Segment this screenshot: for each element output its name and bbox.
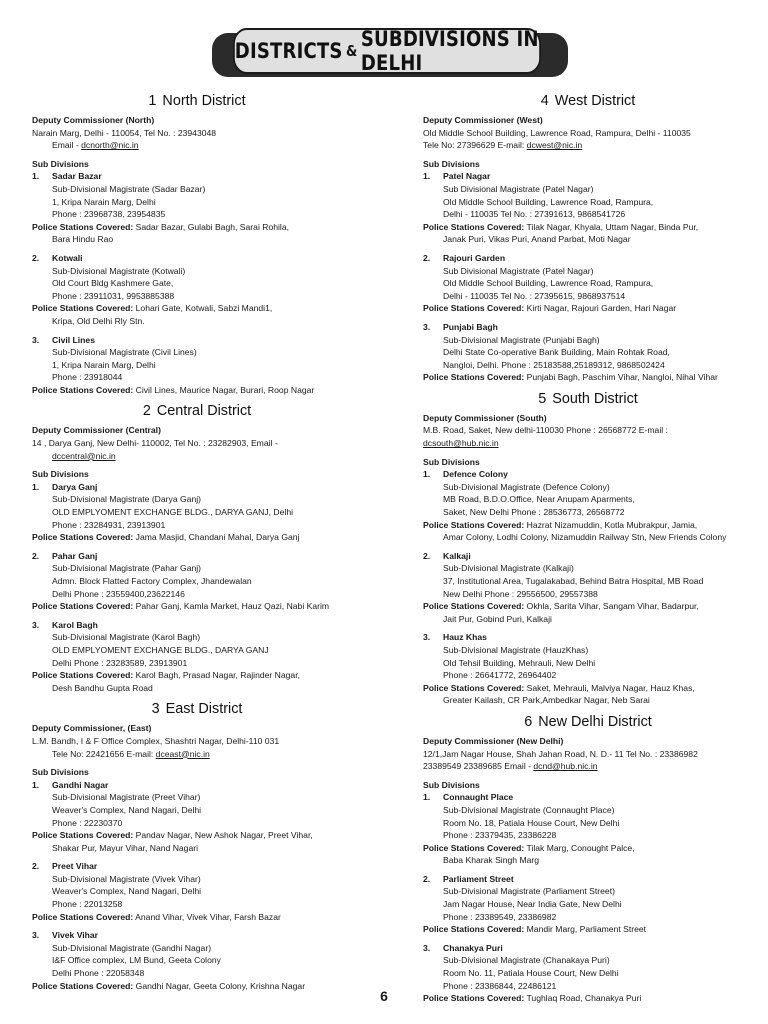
subdivision-number: 2. — [32, 252, 40, 263]
district-name: South District — [552, 390, 638, 407]
contact-line — [423, 424, 753, 437]
subdivision-number: 3. — [32, 619, 40, 630]
subdivision-item — [32, 779, 362, 855]
police-stations-continued: Jait Pur, Gobind Puri, Kalkaji — [443, 613, 552, 624]
police-stations-list: Tughlaq Road, Chanakya Puri — [526, 993, 642, 1004]
subdivision-title: Civil Lines — [52, 334, 95, 345]
subdivision-detail: Delhi Phone : 23559400,23622146 — [52, 588, 185, 599]
subdivision-detail: Old Tehsil Building, Mehrauli, New Delhi — [443, 657, 596, 668]
district-section — [32, 700, 362, 992]
subdivision-detail: Saket, New Delhi Phone : 28536773, 26568772 — [443, 507, 625, 518]
subdivision-detail: Old Middle School Building, Lawrence Road, Rampura, — [443, 278, 654, 289]
police-stations-label: Police Stations Covered: — [423, 519, 525, 530]
email-link[interactable]: dccentral@nic.in — [52, 450, 116, 461]
subdivision-detail: Sub-Divisional Magistrate (Civil Lines) — [52, 347, 197, 358]
contact-text: L.M. Bandh, I & F Office Complex, Shashtri Nagar, Delhi-110 031 — [32, 735, 280, 746]
police-stations-label: Police Stations Covered: — [32, 911, 134, 922]
police-stations-label: Police Stations Covered: — [32, 303, 134, 314]
deputy-commissioner-label: Deputy Commissioner (North) — [32, 115, 155, 125]
subdivision-title: Karol Bagh — [52, 619, 98, 630]
subdivision-title: Chanakya Puri — [443, 942, 503, 953]
subdivision-name — [32, 252, 362, 265]
subdivision-number: 3. — [32, 334, 40, 345]
subdivision-name — [423, 942, 753, 955]
subdivision-title: Parliament Street — [443, 873, 514, 884]
police-stations-label: Police Stations Covered: — [32, 221, 134, 232]
subdivision-number: 2. — [423, 252, 431, 263]
subdivision-detail: Sub-Divisional Magistrate (Parliament Street) — [443, 886, 615, 897]
subdivision-item — [423, 550, 753, 626]
subdivision-item — [423, 873, 753, 936]
contact-text: Email - — [52, 140, 82, 151]
district-number: 2 — [142, 403, 151, 420]
subdivision-item — [32, 481, 362, 544]
subdivision-detail: Phone : 22013258 — [52, 899, 123, 910]
district-number: 3 — [151, 701, 160, 718]
title-banner — [208, 28, 570, 78]
subdivision-detail: Sub-Divisional Magistrate (Darya Ganj) — [52, 494, 202, 505]
subdivision-item — [423, 170, 753, 246]
police-stations — [32, 302, 362, 315]
police-stations-list: Lohari Gate, Kotwali, Sabzi Mandi1, — [135, 303, 273, 314]
district-name: West District — [554, 93, 636, 109]
contact-line — [423, 139, 753, 152]
subdivision-detail: Delhi - 110035 Tel No. : 27395615, 9868937514 — [443, 290, 626, 301]
subdivision-name — [423, 873, 753, 886]
subdivision-name — [423, 252, 753, 265]
police-stations-label: Police Stations Covered: — [423, 993, 525, 1004]
contact-line — [423, 748, 753, 761]
subdivision-name — [423, 791, 753, 804]
district-number: 1 — [148, 93, 157, 109]
contact-text: Narain Marg, Delhi - 110054, Tel No. : 23943048 — [32, 127, 217, 138]
subdivision-number: 1. — [32, 779, 40, 790]
subdivision-detail: Sub Divisional Magistrate (Patel Nagar) — [443, 265, 594, 276]
police-stations-label: Police Stations Covered: — [32, 670, 134, 681]
subdivision-detail: OLD EMPLYOMENT EXCHANGE BLDG., DARYA GANJ, Delhi — [52, 507, 294, 518]
subdivision-name — [423, 321, 753, 334]
district-section — [32, 402, 362, 694]
subdivision-detail: Sub-Divisional Magistrate (Karol Bagh) — [52, 632, 201, 643]
police-stations — [423, 221, 753, 234]
police-stations-list: Okhla, Sarita Vihar, Sangam Vihar, Badarpur, — [526, 601, 699, 612]
police-stations-list: Sadar Bazar, Gulabi Bagh, Sarai Rohila, — [135, 221, 289, 232]
contact-line — [32, 127, 362, 140]
police-stations-label: Police Stations Covered: — [423, 303, 525, 314]
subdivision-detail: Sub-Divisional Magistrate (Kalkaji) — [443, 563, 574, 574]
police-stations — [423, 842, 753, 855]
police-stations-label: Police Stations Covered: — [423, 842, 525, 853]
subdivision-name — [423, 170, 753, 183]
subdivision-detail: Sub-Divisional Magistrate (Sadar Bazar) — [52, 183, 206, 194]
district-title — [423, 713, 753, 731]
district-section — [423, 713, 753, 1005]
police-stations-list: Tilak Nagar, Khyala, Uttam Nagar, Binda Pur, — [526, 221, 699, 232]
district-title — [32, 700, 362, 718]
subdivision-item — [423, 468, 753, 544]
email-link[interactable]: dcnd@hub.nic.in — [533, 761, 598, 772]
subdivision-detail: Phone : 23918044 — [52, 372, 123, 383]
subdivision-detail: Phone : 23284931, 23913901 — [52, 519, 166, 530]
subdivision-name — [32, 334, 362, 347]
police-stations-label: Police Stations Covered: — [423, 924, 525, 935]
police-stations — [423, 519, 753, 532]
page-title-ampersand: & — [346, 42, 358, 60]
deputy-commissioner-label: Deputy Commissioner (West) — [423, 115, 543, 125]
police-stations-list: Anand Vihar, Vivek Vihar, Farsh Bazar — [135, 911, 281, 922]
subdivision-item — [32, 334, 362, 397]
district-section — [423, 390, 753, 707]
police-stations-list: Karol Bagh, Prasad Nagar, Rajinder Nagar, — [135, 670, 300, 681]
subdivisions-heading: Sub Divisions — [32, 469, 89, 480]
contact-text: 23389549 23389685 Email - — [423, 761, 534, 772]
subdivision-item — [32, 619, 362, 695]
subdivision-detail: Phone : 22230370 — [52, 817, 123, 828]
police-stations-label: Police Stations Covered: — [32, 830, 134, 841]
contact-line — [423, 760, 753, 773]
district-number: 6 — [524, 713, 533, 730]
contact-line — [32, 450, 362, 463]
police-stations-continued: Amar Colony, Lodhi Colony, Nizamuddin Railway Stn, New Friends Colony — [443, 532, 727, 543]
police-stations — [423, 371, 753, 384]
district-number: 5 — [538, 390, 547, 407]
police-stations-continued: Baba Kharak Singh Marg — [443, 855, 540, 866]
district-title — [423, 390, 753, 408]
subdivision-number: 1. — [32, 171, 40, 182]
page-number: 6 — [380, 988, 388, 1004]
police-stations-list: Kirti Nagar, Rajouri Garden, Hari Nagar — [526, 303, 677, 314]
subdivision-detail: Phone : 23911031, 9953885388 — [52, 290, 175, 301]
district-section — [32, 92, 362, 396]
subdivision-detail: Sub-Divisional Magistrate (Pahar Ganj) — [52, 563, 202, 574]
subdivision-item — [32, 860, 362, 923]
subdivision-title: Gandhi Nagar — [52, 779, 109, 790]
subdivision-detail: Sub-Divisional Magistrate (Connaught Place) — [443, 804, 615, 815]
police-stations — [32, 600, 362, 613]
police-stations-list: Saket, Mehrauli, Malviya Nagar, Hauz Khas, — [526, 682, 695, 693]
subdivision-detail: Room No. 18, Patiala House Court, New Delhi — [443, 817, 620, 828]
page-title-part1: DISTRICTS — [234, 39, 343, 63]
police-stations-continued: Greater Kailash, CR Park,Ambedkar Nagar, Neb Sarai — [443, 695, 650, 706]
subdivision-detail: Delhi State Co-operative Bank Building, Main Rohtak Road, — [443, 347, 670, 358]
deputy-commissioner-label: Deputy Commissioner (New Delhi) — [423, 735, 564, 746]
right-column — [423, 90, 753, 1011]
district-title — [32, 402, 362, 420]
subdivision-number: 2. — [423, 550, 431, 561]
email-link[interactable]: dcnorth@nic.in — [81, 140, 139, 151]
subdivision-detail: Sub-Divisional Magistrate (Defence Colony) — [443, 481, 610, 492]
police-stations — [32, 384, 362, 397]
district-title — [32, 92, 362, 110]
subdivisions-heading: Sub Divisions — [423, 456, 480, 467]
subdivision-number: 2. — [32, 861, 40, 872]
police-stations — [423, 302, 753, 315]
subdivision-number: 1. — [32, 481, 40, 492]
subdivision-name — [32, 170, 362, 183]
subdivision-name — [423, 550, 753, 563]
police-stations-label: Police Stations Covered: — [423, 372, 525, 383]
police-stations-label: Police Stations Covered: — [32, 384, 134, 395]
subdivision-item — [32, 252, 362, 328]
subdivision-detail: Sub-Divisional Magistrate (Chanakaya Puri) — [443, 955, 610, 966]
contact-text: Tele No: 22421656 E-mail: — [52, 748, 156, 759]
subdivision-title: Hauz Khas — [443, 632, 487, 643]
police-stations-continued: Bara Hindu Rao — [52, 234, 114, 245]
subdivision-detail: Weaver's Complex, Nand Nagari, Delhi — [52, 886, 202, 897]
subdivision-detail: Delhi Phone : 22058348 — [52, 968, 145, 979]
subdivision-name — [423, 468, 753, 481]
subdivision-detail: 37, Institutional Area, Tugalakabad, Behind Batra Hospital, MB Road — [443, 576, 704, 586]
subdivision-title: Defence Colony — [443, 469, 508, 480]
subdivision-title: Patel Nagar — [443, 171, 491, 182]
district-section — [423, 92, 753, 384]
subdivision-name — [32, 619, 362, 632]
contact-text: Old Middle School Building, Lawrence Road, Rampura, Delhi - 110035 — [423, 127, 691, 138]
subdivision-detail: Nangloi, Delhi. Phone : 25183588,25189312, 9868502424 — [443, 359, 665, 370]
contact-line — [32, 139, 362, 152]
subdivision-detail: Sub-Divisional Magistrate (Gandhi Nagar) — [52, 942, 212, 953]
district-name: New Delhi District — [538, 713, 652, 730]
police-stations-label: Police Stations Covered: — [32, 601, 134, 612]
subdivision-detail: Phone : 26641772, 26964402 — [443, 670, 557, 681]
police-stations-label: Police Stations Covered: — [423, 221, 525, 232]
subdivisions-heading: Sub Divisions — [423, 158, 480, 169]
subdivision-item — [423, 791, 753, 867]
subdivision-item — [423, 631, 753, 707]
contact-line — [32, 748, 362, 761]
subdivision-detail: OLD EMPLYOMENT EXCHANGE BLDG., DARYA GANJ — [52, 644, 269, 655]
email-link[interactable]: dcwest@nic.in — [526, 140, 583, 151]
subdivision-detail: Phone : 23379435, 23386228 — [443, 830, 557, 841]
district-name: North District — [162, 93, 246, 109]
email-link[interactable]: dceast@nic.in — [155, 748, 210, 759]
subdivision-number: 1. — [423, 171, 431, 182]
subdivision-detail: I&F Office complex, LM Bund, Geeta Colony — [52, 955, 221, 966]
subdivision-number: 3. — [423, 632, 431, 643]
subdivision-number: 2. — [423, 873, 431, 884]
subdivision-title: Kotwali — [52, 252, 83, 263]
subdivision-name — [32, 860, 362, 873]
subdivision-detail: Sub-Divisional Magistrate (Vivek Vihar) — [52, 873, 201, 884]
police-stations-continued: Desh Bandhu Gupta Road — [52, 682, 153, 693]
subdivision-number: 3. — [423, 321, 431, 332]
subdivision-name — [423, 631, 753, 644]
police-stations — [32, 531, 362, 544]
subdivision-detail: Room No. 11, Patiala House Court, New Delhi — [443, 968, 619, 979]
subdivision-detail: Jam Nagar House, Near India Gate, New Delhi — [443, 899, 622, 910]
contact-text: Tele No: 27396629 E-mail: — [423, 140, 527, 151]
police-stations — [32, 911, 362, 924]
contact-line — [423, 437, 753, 450]
district-number: 4 — [540, 93, 549, 109]
subdivision-name — [32, 779, 362, 792]
subdivision-title: Sadar Bazar — [52, 171, 102, 182]
subdivisions-heading: Sub Divisions — [423, 779, 480, 790]
district-title — [423, 92, 753, 110]
police-stations-list: Civil Lines, Maurice Nagar, Burari, Roop Nagar — [135, 384, 315, 395]
deputy-commissioner-label: Deputy Commissioner (South) — [423, 412, 547, 423]
subdivision-detail: Sub Divisional Magistrate (Patel Nagar) — [443, 183, 594, 194]
police-stations — [32, 669, 362, 682]
subdivision-title: Preet Vihar — [52, 861, 98, 872]
district-name: East District — [165, 701, 243, 718]
subdivision-number: 1. — [423, 469, 431, 480]
district-name: Central District — [156, 403, 252, 420]
subdivision-item — [32, 170, 362, 246]
subdivision-detail: 1, Kripa Narain Marg, Delhi — [52, 196, 156, 207]
subdivision-detail: 1, Kripa Narain Marg, Delhi — [52, 359, 156, 370]
subdivision-detail: Phone : 23968738, 23954835 — [52, 209, 166, 220]
subdivision-item — [423, 321, 753, 384]
subdivision-number: 3. — [423, 942, 431, 953]
subdivision-detail: Admn. Block Flatted Factory Complex, Jhandewalan — [52, 576, 252, 586]
contact-text: M.B. Road, Saket, New delhi-110030 Phone : 26568772 E-mail : — [423, 425, 668, 436]
contact-line — [32, 437, 362, 450]
police-stations-continued: Kripa, Old Delhi Rly Stn. — [52, 315, 145, 326]
police-stations — [423, 682, 753, 695]
subdivision-title: Kalkaji — [443, 550, 471, 561]
email-link[interactable]: dcsouth@hub.nic.in — [423, 438, 499, 449]
contact-line — [423, 127, 753, 140]
subdivision-title: Pahar Ganj — [52, 550, 98, 561]
police-stations-list: Jama Masjid, Chandani Mahal, Darya Ganj — [135, 532, 300, 543]
subdivision-detail: MB Road, B.D.O.Office, Near Anupam Aparments, — [443, 494, 635, 505]
subdivision-detail: Phone : 23389549, 23386982 — [443, 911, 557, 922]
subdivision-title: Darya Ganj — [52, 481, 98, 492]
subdivision-detail: Weaver's Complex, Nand Nagari, Delhi — [52, 804, 202, 815]
contact-line — [32, 735, 362, 748]
subdivision-detail: Phone : 23386844, 22486121 — [443, 980, 557, 991]
police-stations — [423, 600, 753, 613]
subdivision-title: Rajouri Garden — [443, 252, 506, 263]
police-stations-label: Police Stations Covered: — [423, 601, 525, 612]
subdivision-title: Vivek Vihar — [52, 930, 99, 941]
subdivision-name — [32, 929, 362, 942]
subdivision-detail: Sub-Divisional Magistrate (Preet Vihar) — [52, 792, 201, 803]
subdivision-name — [32, 481, 362, 494]
police-stations-label: Police Stations Covered: — [423, 682, 525, 693]
subdivision-detail: Delhi Phone : 23283589, 23913901 — [52, 657, 188, 668]
subdivision-name — [32, 550, 362, 563]
police-stations — [32, 221, 362, 234]
subdivisions-heading: Sub Divisions — [32, 767, 89, 778]
left-column — [32, 90, 362, 998]
police-stations-list: Punjabi Bagh, Paschim Vihar, Nangloi, Nihal Vihar — [526, 372, 718, 383]
deputy-commissioner-label: Deputy Commissioner (Central) — [32, 425, 161, 436]
subdivision-detail: Sub-Divisional Magistrate (Kotwali) — [52, 265, 186, 276]
police-stations-list: Mandir Marg, Parliament Street — [526, 924, 647, 935]
subdivision-detail: Delhi - 110035 Tel No. : 27391613, 9868541726 — [443, 209, 626, 220]
subdivisions-heading: Sub Divisions — [32, 158, 89, 169]
subdivision-detail: Sub-Divisional Magistrate (Punjabi Bagh) — [443, 334, 600, 345]
subdivision-detail: Old Court Bldg Kashmere Gate, — [52, 278, 174, 289]
subdivision-title: Connaught Place — [443, 792, 514, 803]
subdivision-detail: Old Middle School Building, Lawrence Road, Rampura, — [443, 196, 654, 207]
subdivision-number: 2. — [32, 550, 40, 561]
page-title-part2: SUBDIVISIONS IN DELHI — [360, 27, 539, 75]
police-stations-list: Tilak Marg, Conought Palce, — [526, 842, 635, 853]
subdivision-item — [32, 550, 362, 613]
contact-text: 14 , Darya Ganj, New Delhi- 110002, Tel No. : 23282903, Email - — [32, 438, 278, 449]
contact-text: 12/1,Jam Nagar House, Shah Jahan Road, N. D.- 11 Tel No. : 23386982 — [423, 748, 698, 759]
subdivision-detail: New Delhi Phone : 29556500, 29557388 — [443, 588, 598, 599]
deputy-commissioner-label: Deputy Commissioner, (East) — [32, 723, 152, 734]
subdivision-number: 3. — [32, 930, 40, 941]
subdivision-detail: Sub-Divisional Magistrate (HauzKhas) — [443, 644, 589, 655]
subdivision-title: Punjabi Bagh — [443, 321, 498, 332]
police-stations-label: Police Stations Covered: — [32, 532, 134, 543]
police-stations — [32, 829, 362, 842]
police-stations-continued: Janak Puri, Vikas Puri, Anand Parbat, Moti Nagar — [443, 234, 631, 245]
police-stations-list: Hazrat Nizamuddin, Kotla Mubrakpur, Jamia, — [526, 519, 698, 530]
police-stations-label: Police Stations Covered: — [32, 980, 134, 991]
police-stations-list: Pandav Nagar, New Ashok Nagar, Preet Vihar, — [135, 830, 313, 841]
page-title — [233, 28, 541, 74]
police-stations-continued: Shakar Pur, Mayur Vihar, Nand Nagari — [52, 842, 199, 853]
subdivision-number: 1. — [423, 792, 431, 803]
subdivision-item — [423, 252, 753, 315]
police-stations — [423, 923, 753, 936]
police-stations-list: Pahar Ganj, Kamla Market, Hauz Qazi, Nabi Karim — [135, 601, 330, 612]
subdivision-item — [32, 929, 362, 992]
police-stations-list: Gandhi Nagar, Geeta Colony, Krishna Nagar — [135, 980, 306, 991]
